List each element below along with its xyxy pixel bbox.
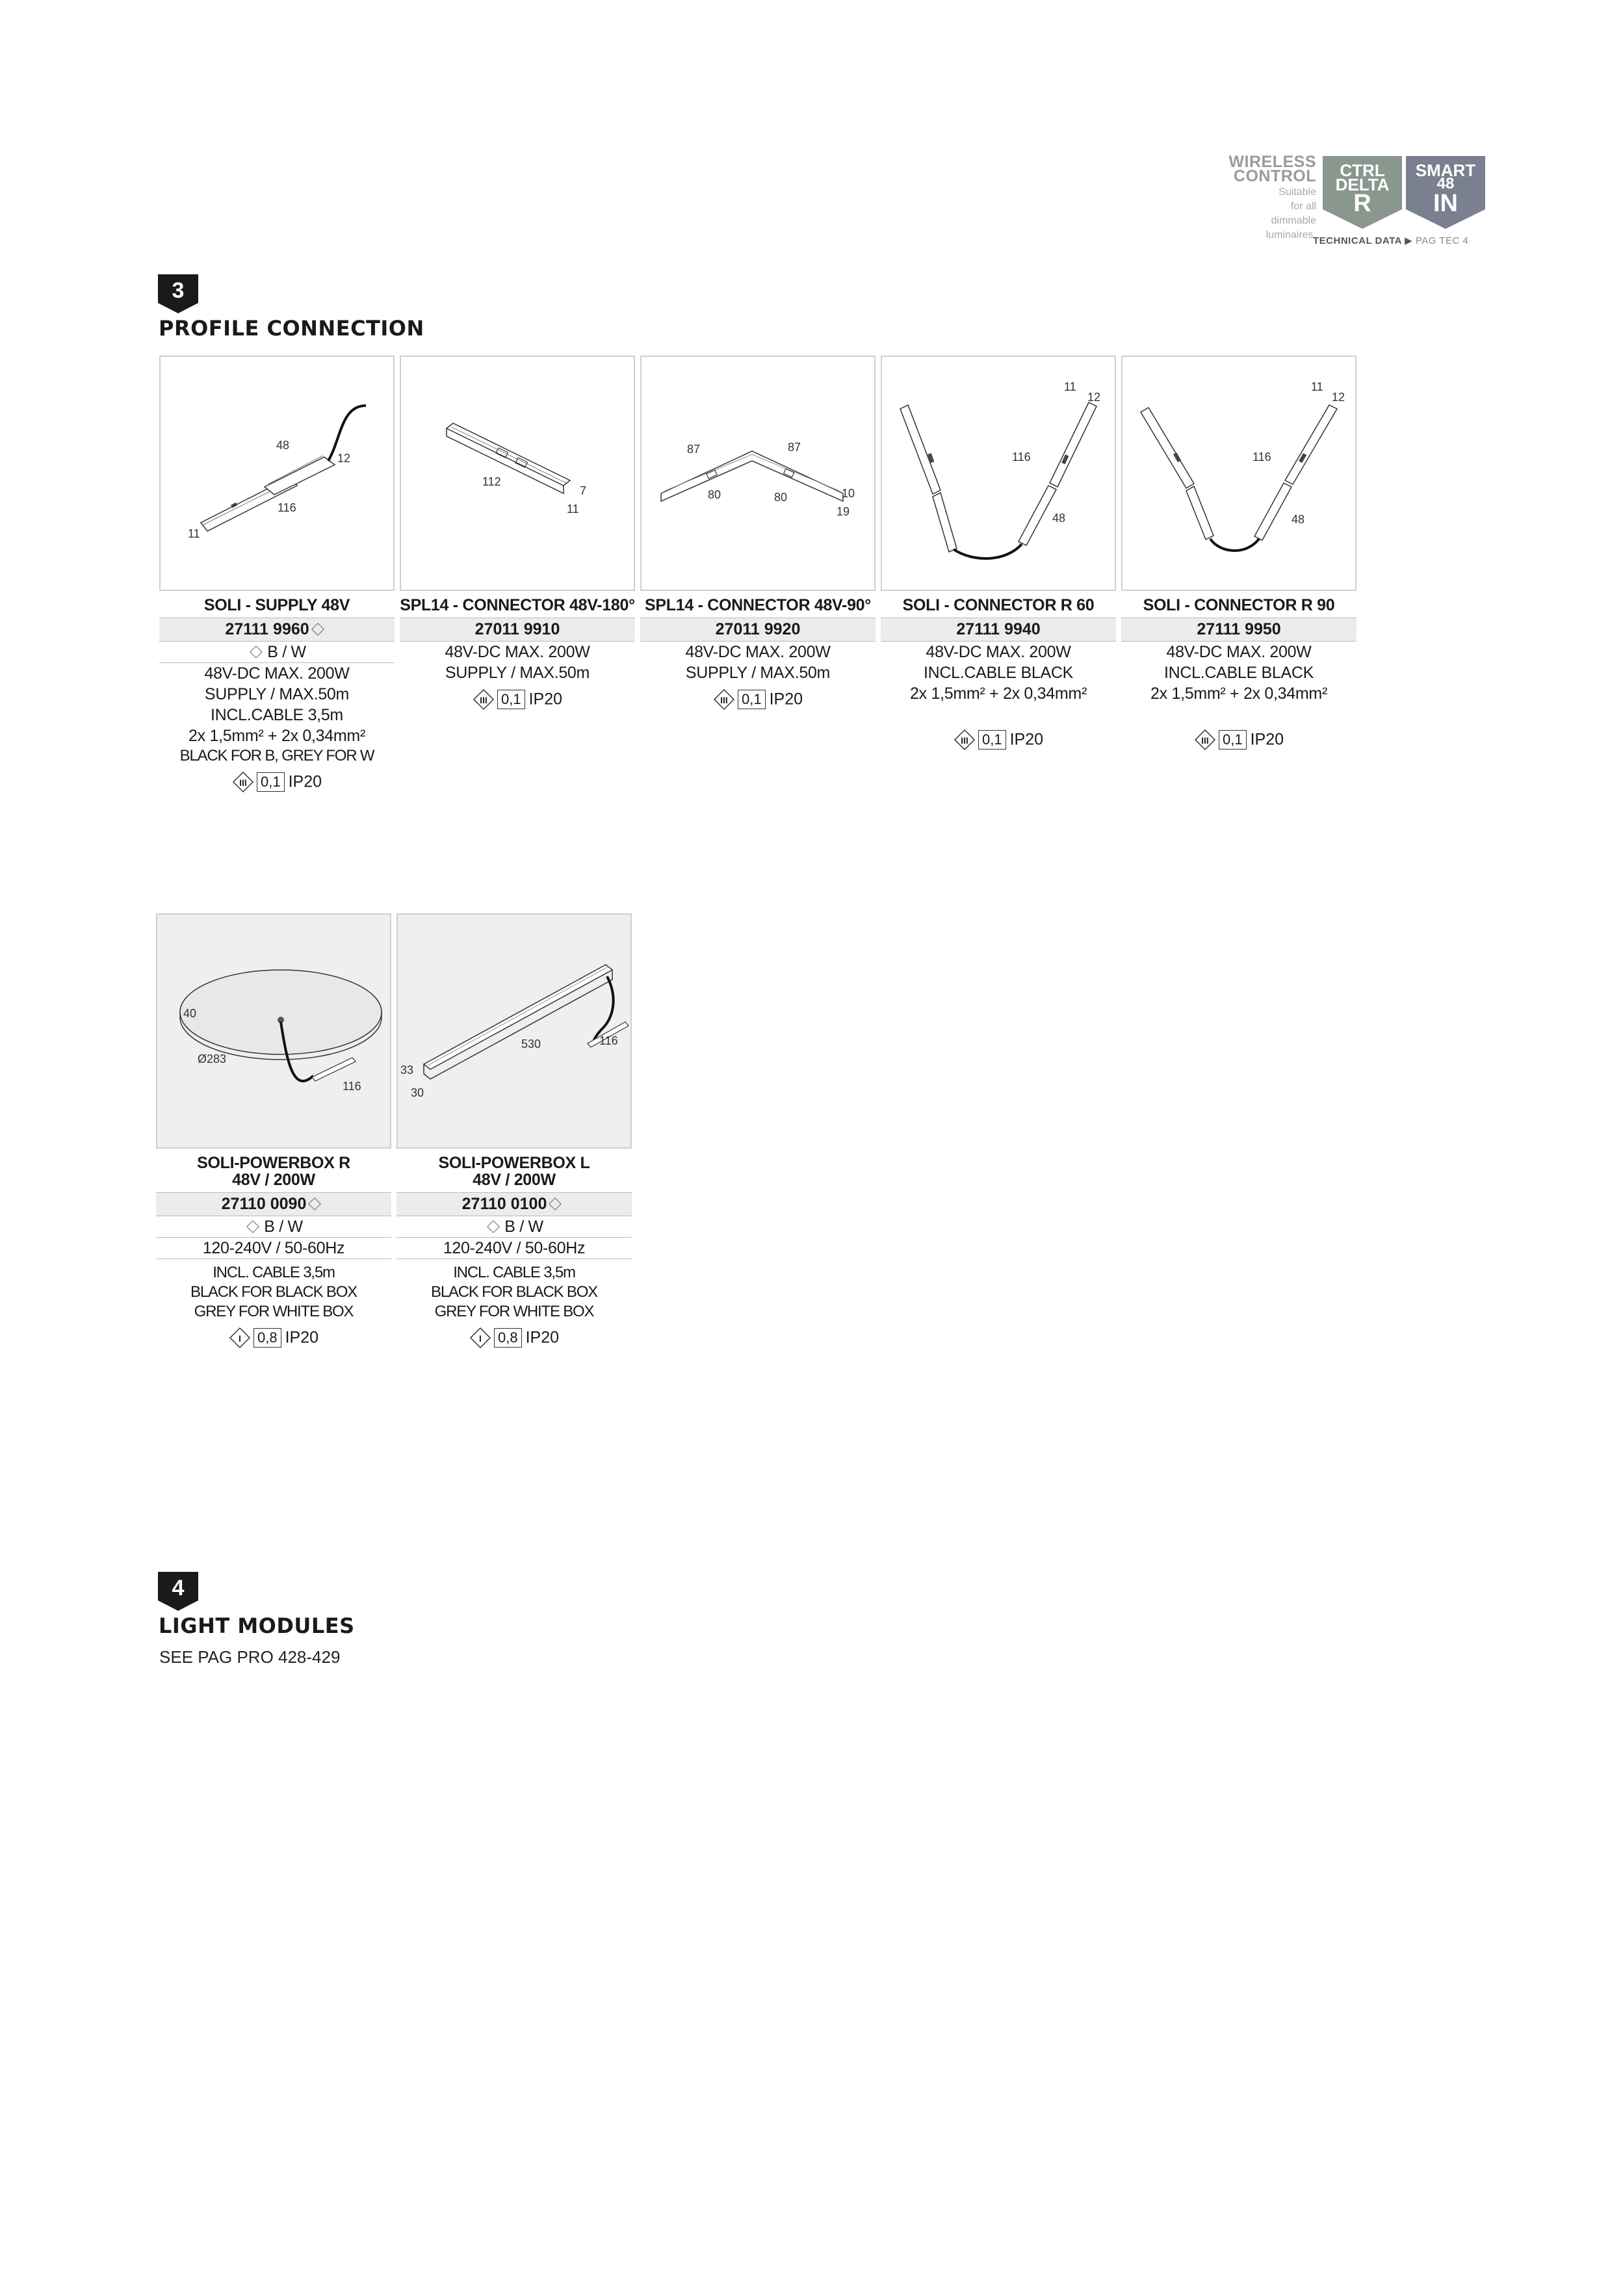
note-line: GREY FOR WHITE BOX: [434, 1303, 594, 1320]
class-symbol: I: [479, 1333, 482, 1344]
product-code-value: 27110 0090: [221, 1195, 307, 1213]
ip-rating: IP20: [285, 1328, 319, 1347]
spec-line: 48V-DC MAX. 200W: [1166, 643, 1312, 661]
class-iii-shape: [473, 688, 495, 711]
note-line: INCL. CABLE 3,5m: [213, 1264, 335, 1281]
left-profile: [900, 405, 941, 494]
ctrl-delta-badge: [1323, 156, 1402, 229]
ip-rating: IP20: [288, 772, 322, 791]
dim-label: 11: [567, 502, 579, 515]
dim-label: 87: [788, 441, 801, 454]
suitable-line: luminaires.: [1266, 229, 1316, 241]
class-iii-icon: [1194, 729, 1216, 751]
product-code: [400, 618, 635, 642]
cable-spec: 2x 1,5mm² + 2x 0,34mm²: [910, 685, 1087, 703]
powerbox-profile-top: [424, 965, 612, 1069]
product-code-value: 27011 9910: [474, 620, 560, 638]
wireless-line2: CONTROL: [1233, 167, 1316, 185]
dim-label: 80: [774, 491, 788, 504]
class-iii-shape: [713, 688, 735, 711]
product-code-value: 27110 0100: [461, 1195, 547, 1213]
profile-side: [447, 428, 564, 493]
diamond-icon: [311, 623, 324, 636]
profile-edge: [452, 427, 566, 483]
dim-label: 116: [343, 1080, 361, 1093]
smart-badge-line2: 48: [1436, 175, 1455, 192]
class-symbol: III: [1201, 735, 1209, 746]
standby-watt-box: 0,8: [494, 1328, 522, 1348]
right-connector: [1019, 486, 1056, 545]
powerbox-round-body: [180, 970, 382, 1054]
section-3-number: 3: [172, 278, 185, 303]
product-drawing: [156, 913, 391, 1149]
dim-label: 48: [1052, 512, 1066, 525]
section-4-number: 4: [172, 1576, 185, 1600]
standby-watt-box: 0,1: [1219, 730, 1247, 750]
spec-line: 48V-DC MAX. 200W: [926, 643, 1071, 661]
dim-label: 80: [708, 488, 721, 501]
ctrl-badge-line3: R: [1353, 190, 1371, 217]
finish-row: [396, 1216, 632, 1238]
suitable-line: Suitable: [1279, 187, 1316, 198]
dim-label: 116: [1012, 450, 1031, 463]
right-profile: [1050, 402, 1097, 487]
product-name-line1: SOLI-POWERBOX L: [438, 1154, 590, 1172]
corner-edge: [665, 454, 839, 491]
suitable-line: for all: [1290, 201, 1316, 212]
dim-label: 11: [1311, 380, 1323, 393]
wireless-line1: WIRELESS: [1228, 153, 1316, 171]
product-name-line1: SOLI-POWERBOX R: [197, 1154, 350, 1172]
standby-watt-box: 0,8: [253, 1328, 281, 1348]
class-symbol: I: [239, 1333, 241, 1344]
spec-line: INCL.CABLE BLACK: [923, 664, 1073, 682]
spec-line: SUPPLY / MAX.50m: [445, 664, 590, 682]
certification-row: [1121, 729, 1357, 751]
technical-data-label: TECHNICAL DATA: [1313, 235, 1402, 246]
dim-label: 112: [482, 475, 501, 488]
ctrl-badge-line2: DELTA: [1335, 175, 1390, 194]
dim-label: 11: [1064, 380, 1076, 393]
technical-data-page: PAG TEC 4: [1415, 235, 1469, 246]
section-3-badge: [158, 274, 198, 313]
product-drawing: [159, 356, 395, 591]
product-drawing: [396, 913, 632, 1149]
spec-line: INCL.CABLE 3,5m: [211, 706, 343, 724]
ip-rating: IP20: [1009, 730, 1044, 749]
right-profile: [1285, 405, 1337, 484]
standby-watt-box: 0,1: [497, 690, 525, 709]
diamond-icon: [549, 1197, 562, 1210]
product-code: [159, 618, 395, 642]
class-i-icon: [229, 1327, 251, 1349]
dim-label: 19: [837, 505, 850, 518]
corner-outline: [661, 451, 843, 493]
play-arrow-icon: ▶: [1405, 235, 1413, 246]
spec-line: 48V-DC MAX. 200W: [445, 643, 590, 661]
class-iii-icon: [473, 688, 495, 711]
connector-r60-drawing: [882, 357, 1115, 590]
product-card-powerbox-l: [396, 913, 632, 1349]
spec-line: 48V-DC MAX. 200W: [685, 643, 831, 661]
product-code-value: 27111 9960: [225, 620, 309, 638]
suitable-line: dimmable: [1271, 215, 1316, 226]
connector-cable: [1210, 539, 1259, 551]
powerbox-l-drawing: [398, 915, 630, 1147]
dim-label: 116: [1253, 450, 1271, 463]
left-connector: [1186, 486, 1214, 540]
note-line: INCL. CABLE 3,5m: [453, 1264, 575, 1281]
product-name-line2: 48V / 200W: [232, 1171, 315, 1189]
class-iii-shape: [232, 771, 254, 793]
section-4-badge: [158, 1572, 198, 1611]
ip-rating: IP20: [525, 1328, 560, 1347]
product-code: [881, 618, 1116, 642]
product-drawing: [640, 356, 876, 591]
dim-label: 12: [1332, 391, 1345, 404]
class-symbol: III: [720, 695, 728, 705]
product-name: [396, 1155, 632, 1188]
supply-drawing: [161, 357, 393, 590]
ctrl-badge-line1: CTRL: [1340, 161, 1385, 180]
supply-block: [265, 457, 335, 495]
class-iii-icon: [713, 688, 735, 711]
standby-watt-box: 0,1: [257, 772, 285, 792]
class-iii-icon: [232, 771, 254, 793]
product-code-value: 27111 9940: [956, 620, 1041, 638]
cable-connector: [312, 1058, 356, 1081]
class-symbol: III: [239, 777, 247, 788]
left-connector: [933, 493, 957, 552]
dim-label: 48: [1292, 513, 1305, 526]
spec-line: 48V-DC MAX. 200W: [204, 664, 350, 683]
product-card-connector-r60: [881, 356, 1116, 751]
diamond-icon: [250, 646, 263, 659]
finish-row: [156, 1216, 391, 1238]
product-drawing: [400, 356, 635, 591]
class-symbol: III: [961, 735, 968, 746]
class-i-shape: [469, 1327, 491, 1349]
technical-data-ref: [1313, 235, 1468, 246]
product-card-connector-180: [400, 356, 635, 711]
product-name: SOLI - SUPPLY 48V: [203, 596, 350, 614]
finish-row: [159, 642, 395, 663]
product-code: [396, 1192, 632, 1216]
product-code: [1121, 618, 1357, 642]
ip-rating: IP20: [528, 690, 563, 709]
standby-watt-box: 0,1: [738, 690, 766, 709]
product-card-supply: [159, 356, 395, 793]
class-symbol: III: [480, 695, 487, 705]
left-profile: [1141, 408, 1194, 488]
finishes: B / W: [267, 643, 306, 661]
product-name: SOLI - CONNECTOR R 90: [1143, 596, 1335, 614]
product-name: SOLI - CONNECTOR R 60: [902, 596, 1095, 614]
class-i-icon: [469, 1327, 491, 1349]
class-i-shape: [229, 1327, 251, 1349]
certification-row: [881, 729, 1116, 751]
see-also-reference: SEE PAG PRO 428-429: [159, 1647, 341, 1667]
power-spec: 120-240V / 50-60Hz: [396, 1238, 632, 1259]
cable-color-note: BLACK FOR B, GREY FOR W: [179, 747, 374, 764]
wireless-control-label: [1222, 155, 1316, 241]
dim-label: 30: [411, 1086, 424, 1099]
connector-cable: [954, 544, 1022, 558]
spec-line: INCL.CABLE BLACK: [1163, 664, 1314, 682]
powerbox-r-drawing: [157, 915, 390, 1147]
class-iii-shape: [954, 729, 976, 751]
dim-label: 12: [1087, 391, 1101, 404]
smart-badge-line1: SMART: [1415, 161, 1476, 180]
certification-row: [400, 688, 635, 711]
dim-label: 116: [278, 501, 296, 514]
section-3-title: PROFILE CONNECTION: [159, 316, 424, 341]
dim-label: 11: [188, 527, 200, 540]
ip-rating: IP20: [1250, 730, 1284, 749]
product-card-powerbox-r: [156, 913, 391, 1349]
note-line: BLACK FOR BLACK BOX: [190, 1283, 357, 1301]
product-name: SPL14 - CONNECTOR 48V-180°: [400, 596, 635, 614]
power-spec: 120-240V / 50-60Hz: [156, 1238, 391, 1259]
connector-180-drawing: [401, 357, 634, 590]
standby-watt-box: 0,1: [978, 730, 1006, 750]
product-name-line2: 48V / 200W: [473, 1171, 556, 1189]
certification-row: [396, 1327, 632, 1349]
product-code-value: 27011 9920: [715, 620, 801, 638]
certification-row: [640, 688, 876, 711]
dim-label: 33: [400, 1063, 414, 1076]
product-name: [156, 1155, 391, 1188]
product-code-value: 27111 9950: [1197, 620, 1281, 638]
dim-label: 87: [687, 443, 701, 456]
class-iii-icon: [954, 729, 976, 751]
dim-label: 7: [580, 484, 587, 497]
right-connector: [1254, 483, 1292, 540]
connector-90-drawing: [642, 357, 874, 590]
dim-label: 10: [842, 487, 855, 500]
smart-48-badge: [1406, 156, 1485, 229]
connector-r90-drawing: [1123, 357, 1355, 590]
product-drawing: [881, 356, 1116, 591]
spec-line: SUPPLY / MAX.50m: [685, 664, 831, 682]
cable-spec: 2x 1,5mm² + 2x 0,34mm²: [1150, 685, 1327, 703]
product-drawing: [1121, 356, 1357, 591]
class-iii-shape: [1194, 729, 1216, 751]
powerbox-profile-side: [424, 970, 612, 1079]
diamond-icon: [487, 1220, 500, 1233]
note-line: GREY FOR WHITE BOX: [194, 1303, 354, 1320]
product-name: SPL14 - CONNECTOR 48V-90°: [645, 596, 871, 614]
cable-spec: 2x 1,5mm² + 2x 0,34mm²: [188, 727, 365, 745]
product-card-connector-90: [640, 356, 876, 711]
dim-label: 530: [521, 1037, 541, 1050]
dim-label: 40: [183, 1007, 197, 1020]
dim-label: 116: [599, 1034, 618, 1047]
section-4-title: LIGHT MODULES: [159, 1613, 355, 1638]
diamond-icon: [308, 1197, 321, 1210]
certification-row: [159, 771, 395, 793]
ip-rating: IP20: [769, 690, 803, 709]
dim-label: 48: [276, 439, 290, 452]
profile-edge: [428, 967, 608, 1065]
product-code: [640, 618, 876, 642]
product-card-connector-r90: [1121, 356, 1357, 751]
finishes: B / W: [504, 1218, 543, 1236]
note-line: BLACK FOR BLACK BOX: [431, 1283, 597, 1301]
diamond-icon: [246, 1220, 259, 1233]
spec-line: SUPPLY / MAX.50m: [204, 685, 350, 703]
finishes: B / W: [264, 1218, 303, 1236]
dim-label: Ø283: [198, 1052, 227, 1065]
product-code: [156, 1192, 391, 1216]
dim-label: 12: [337, 452, 351, 465]
smart-badge-line3: IN: [1433, 190, 1458, 217]
certification-row: [156, 1327, 391, 1349]
